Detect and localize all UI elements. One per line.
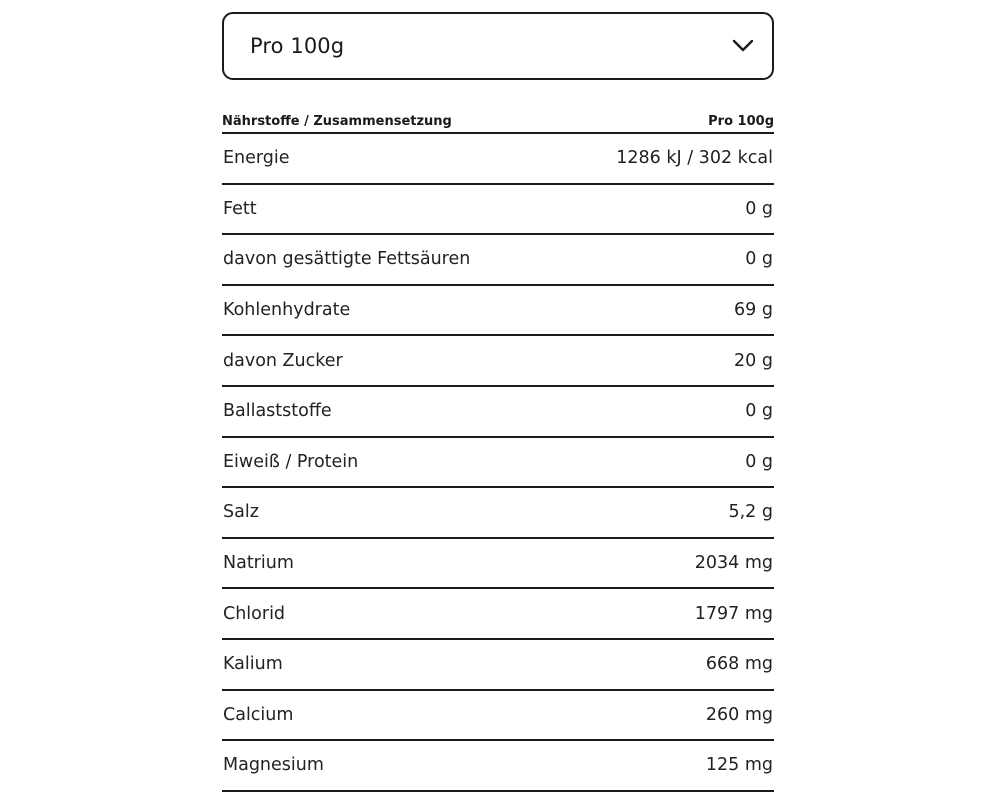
nutrient-name: Calcium [223, 704, 294, 725]
table-row [222, 488, 774, 539]
table-row [222, 185, 774, 236]
nutrient-name: Salz [223, 502, 259, 523]
nutrient-name: Kalium [223, 654, 283, 675]
nutrient-value: 125 mg [705, 755, 773, 776]
table-row [222, 691, 774, 742]
nutrient-value: 69 g [734, 300, 773, 321]
nutrient-name: Ballaststoffe [223, 401, 332, 422]
nutrient-value: 5,2 g [728, 502, 773, 523]
table-row [222, 336, 774, 387]
nutrient-value: 0 g [745, 198, 773, 219]
table-row [222, 235, 774, 286]
nutrient-name: Energie [223, 148, 290, 169]
nutrient-name: Natrium [223, 553, 294, 574]
nutrient-value: 0 g [745, 401, 773, 422]
nutrient-value: 0 g [745, 249, 773, 270]
table-row [222, 286, 774, 337]
nutrient-name: Eiweiß / Protein [223, 451, 359, 472]
serving-size-dropdown[interactable] [222, 12, 774, 80]
table-row [222, 640, 774, 691]
serving-size-selected-value: Pro 100g [250, 34, 345, 58]
nutrient-name: Fett [223, 198, 257, 219]
nutrient-name: Chlorid [223, 603, 286, 624]
nutrient-value: 668 mg [705, 654, 773, 675]
nutrient-value: 0 g [745, 451, 773, 472]
nutrient-value: 1797 mg [694, 603, 773, 624]
table-row [222, 539, 774, 590]
table-row [222, 134, 774, 185]
header-per-100g-label: Pro 100g [708, 113, 774, 129]
header-nutrient-label: Nährstoffe / Zusammensetzung [222, 113, 452, 129]
nutrient-value: 1286 kJ / 302 kcal [616, 148, 773, 169]
table-row [222, 387, 774, 438]
table-row [222, 741, 774, 792]
table-row [222, 589, 774, 640]
nutrient-name: davon Zucker [223, 350, 343, 371]
nutrient-name: davon gesättigte Fettsäuren [223, 249, 471, 270]
nutrient-name: Magnesium [223, 755, 324, 776]
chevron-down-icon [732, 39, 754, 53]
nutrient-value: 260 mg [705, 704, 773, 725]
nutrient-name: Kohlenhydrate [223, 300, 351, 321]
table-header [222, 110, 774, 134]
nutrient-value: 20 g [734, 350, 773, 371]
nutrient-value: 2034 mg [694, 553, 773, 574]
nutrition-table [222, 110, 774, 792]
table-row [222, 438, 774, 489]
